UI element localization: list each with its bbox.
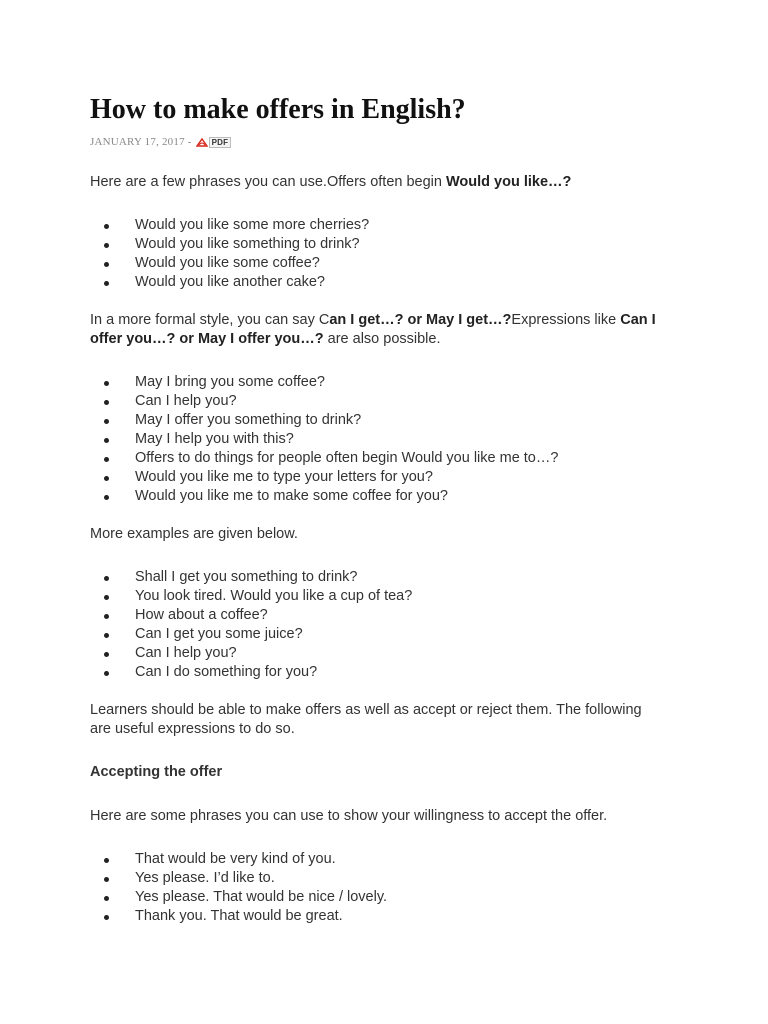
article-title: How to make offers in English? — [90, 94, 466, 125]
intro-text: Here are a few phrases you can use.Offers often begin — [90, 174, 446, 190]
accepting-list — [90, 850, 387, 926]
list-item-text: Would you like another cake? — [135, 274, 325, 290]
formal-text-3: are also possible. — [323, 331, 441, 347]
list-item — [90, 392, 558, 411]
bullet-icon — [104, 614, 109, 619]
bullet-icon — [104, 438, 109, 443]
list-item-text: May I bring you some coffee? — [135, 374, 325, 390]
bullet-icon — [104, 576, 109, 581]
post-date: JANUARY 17, 2017 - — [90, 136, 192, 148]
list-item-text: Shall I get you something to drink? — [135, 569, 358, 585]
list-item — [90, 449, 558, 468]
list-item — [90, 273, 369, 292]
list-item-text: How about a coffee? — [135, 607, 268, 623]
list-item-text: Can I help you? — [135, 393, 237, 409]
pdf-label: PDF — [209, 137, 232, 148]
list-item — [90, 663, 412, 682]
list-item-text: You look tired. Would you like a cup of tea? — [135, 588, 413, 604]
list-item-text: Would you like something to drink? — [135, 236, 360, 252]
bullet-icon — [104, 243, 109, 248]
list-item — [90, 487, 558, 506]
intro-paragraph — [90, 173, 660, 192]
bullet-icon — [104, 915, 109, 920]
offers-list-formal — [90, 373, 558, 506]
list-item-text: Would you like some coffee? — [135, 255, 320, 271]
list-item — [90, 411, 558, 430]
list-item-text: Yes please. That would be nice / lovely. — [135, 889, 388, 905]
accepting-heading: Accepting the offer — [90, 764, 223, 780]
list-item-text: Can I get you some juice? — [135, 626, 303, 642]
bullet-icon — [104, 457, 109, 462]
formal-text-2: Expressions like — [511, 312, 621, 328]
list-item — [90, 888, 387, 907]
bullet-icon — [104, 896, 109, 901]
list-item-text: Offers to do things for people often begin Would you like me to…? — [135, 450, 559, 466]
formal-bold-2: Can I offer you…? or May I offer you…? — [90, 312, 656, 347]
list-item — [90, 644, 412, 663]
bullet-icon — [104, 671, 109, 676]
pdf-icon — [196, 137, 208, 147]
bullet-icon — [104, 595, 109, 600]
pdf-download-link[interactable] — [196, 137, 232, 148]
list-item — [90, 235, 369, 254]
bullet-icon — [104, 652, 109, 657]
bullet-icon — [104, 281, 109, 286]
bullet-icon — [104, 858, 109, 863]
offers-list-examples — [90, 568, 412, 682]
bullet-icon — [104, 495, 109, 500]
list-item — [90, 869, 387, 888]
list-item — [90, 430, 558, 449]
list-item-text: Yes please. I’d like to. — [135, 870, 275, 886]
list-item-text: That would be very kind of you. — [135, 851, 336, 867]
list-item — [90, 625, 412, 644]
list-item — [90, 907, 387, 926]
formal-paragraph — [90, 311, 660, 349]
list-item-text: May I offer you something to drink? — [135, 412, 362, 428]
bullet-icon — [104, 400, 109, 405]
bullet-icon — [104, 877, 109, 882]
list-item — [90, 606, 412, 625]
formal-bold-1: an I get…? or May I get…? — [329, 312, 512, 328]
bullet-icon — [104, 633, 109, 638]
list-item — [90, 850, 387, 869]
list-item-text: Would you like me to make some coffee for you? — [135, 488, 448, 504]
list-item — [90, 468, 558, 487]
list-item — [90, 587, 412, 606]
bullet-icon — [104, 224, 109, 229]
formal-text-1: In a more formal style, you can say C — [90, 312, 330, 328]
post-meta — [90, 136, 231, 148]
list-item-text: Can I help you? — [135, 645, 237, 661]
learners-paragraph: Learners should be able to make offers as well as accept or reject them. The following are useful expressions to do so. — [90, 702, 642, 737]
more-examples-paragraph: More examples are given below. — [90, 526, 298, 542]
list-item-text: Can I do something for you? — [135, 664, 318, 680]
offers-list-informal — [90, 216, 369, 292]
intro-bold: Would you like…? — [446, 174, 572, 190]
list-item-text: Would you like some more cherries? — [135, 217, 370, 233]
bullet-icon — [104, 381, 109, 386]
bullet-icon — [104, 476, 109, 481]
list-item — [90, 254, 369, 273]
list-item-text: May I help you with this? — [135, 431, 294, 447]
bullet-icon — [104, 262, 109, 267]
list-item — [90, 568, 412, 587]
list-item — [90, 373, 558, 392]
list-item-text: Thank you. That would be great. — [135, 908, 343, 924]
bullet-icon — [104, 419, 109, 424]
list-item — [90, 216, 369, 235]
accepting-paragraph: Here are some phrases you can use to show your willingness to accept the offer. — [90, 808, 608, 824]
list-item-text: Would you like me to type your letters for you? — [135, 469, 433, 485]
